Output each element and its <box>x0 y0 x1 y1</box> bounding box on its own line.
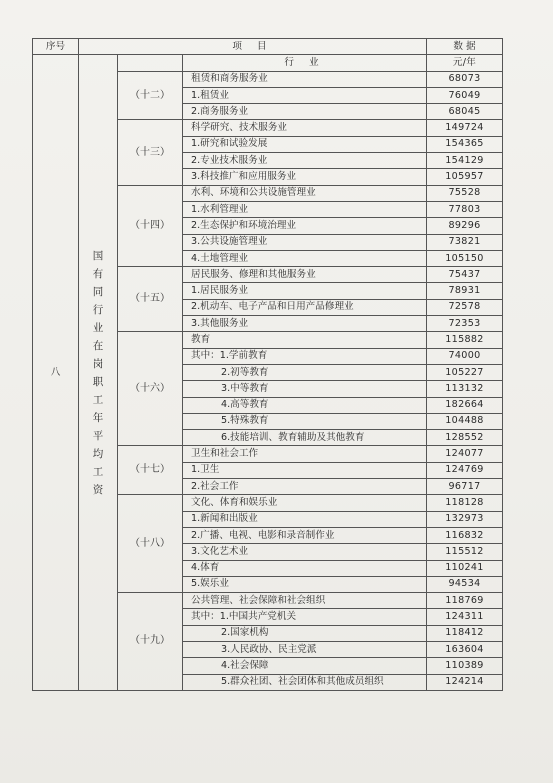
industry-cell <box>183 560 427 576</box>
data-header: 数 据 <box>427 39 503 55</box>
wage-value: 68073 <box>427 71 503 87</box>
industry-name: 4.社会保障 <box>221 659 269 671</box>
industry-cell <box>183 462 427 478</box>
industry-cell <box>183 576 427 592</box>
group-label: （十六） <box>118 332 183 446</box>
wage-value: 105150 <box>427 250 503 266</box>
industry-name: 6.技能培训、教育辅助及其他教育 <box>221 431 365 443</box>
industry-cell <box>183 544 427 560</box>
wage-table <box>32 38 503 691</box>
wage-value: 73821 <box>427 234 503 250</box>
wage-value: 124077 <box>427 446 503 462</box>
industry-name: 5.特殊教育 <box>221 415 269 427</box>
industry-cell <box>183 316 427 332</box>
industry-name: 1.居民服务业 <box>191 285 249 297</box>
industry-cell <box>183 153 427 169</box>
wage-value: 110241 <box>427 560 503 576</box>
subheader-row <box>33 55 503 71</box>
industry-cell <box>183 479 427 495</box>
seq-header: 序号 <box>33 39 79 55</box>
industry-name: 2.国家机构 <box>221 627 269 639</box>
industry-name: 居民服务、修理和其他服务业 <box>191 268 316 280</box>
industry-name: 5.娱乐业 <box>191 578 229 590</box>
wage-value: 75528 <box>427 185 503 201</box>
industry-cell <box>183 348 427 364</box>
item-header: 项 目 <box>79 39 427 55</box>
industry-cell <box>183 136 427 152</box>
industry-cell <box>183 397 427 413</box>
industry-cell <box>183 381 427 397</box>
industry-cell <box>183 267 427 283</box>
industry-cell <box>183 364 427 380</box>
industry-cell <box>183 218 427 234</box>
industry-cell <box>183 104 427 120</box>
industry-cell <box>183 332 427 348</box>
industry-cell <box>183 201 427 217</box>
wage-value: 163604 <box>427 641 503 657</box>
wage-value: 96717 <box>427 479 503 495</box>
industry-name: 2.专业技术服务业 <box>191 154 268 166</box>
wage-value: 68045 <box>427 104 503 120</box>
industry-name: 5.群众社团、社会团体和其他成员组织 <box>221 676 384 688</box>
wage-value: 105957 <box>427 169 503 185</box>
wage-value: 118769 <box>427 593 503 609</box>
industry-name: 科学研究、技术服务业 <box>191 122 287 134</box>
wage-value: 132973 <box>427 511 503 527</box>
industry-cell <box>183 658 427 674</box>
group-label: （十四） <box>118 185 183 266</box>
industry-name: 租赁和商务服务业 <box>191 73 268 85</box>
industry-cell <box>183 446 427 462</box>
group-label: （十七） <box>118 446 183 495</box>
industry-cell <box>183 299 427 315</box>
industry-name: 教育 <box>191 333 211 345</box>
wage-value: 115512 <box>427 544 503 560</box>
wage-value: 128552 <box>427 430 503 446</box>
industry-cell <box>183 527 427 543</box>
industry-name: 卫生和社会工作 <box>191 448 259 460</box>
industry-name: 文化、体育和娱乐业 <box>191 496 278 508</box>
group-label: （十九） <box>118 593 183 691</box>
industry-name: 2.广播、电视、电影和录音制作业 <box>191 529 335 541</box>
wage-value: 154129 <box>427 153 503 169</box>
industry-name: 4.土地管理业 <box>191 252 249 264</box>
wage-value: 110389 <box>427 658 503 674</box>
wage-value: 72353 <box>427 316 503 332</box>
wage-value: 113132 <box>427 381 503 397</box>
industry-cell <box>183 283 427 299</box>
industry-name: 3.科技推广和应用服务业 <box>191 171 297 183</box>
wage-value: 154365 <box>427 136 503 152</box>
industry-name: 1.新闻和出版业 <box>191 513 258 525</box>
industry-name: 3.中等教育 <box>221 382 269 394</box>
wage-value: 77803 <box>427 201 503 217</box>
industry-header: 行 业 <box>183 55 427 71</box>
industry-cell <box>183 185 427 201</box>
wage-value: 78931 <box>427 283 503 299</box>
industry-name: 公共管理、社会保障和社会组织 <box>191 594 326 606</box>
industry-name: 1.研究和试验发展 <box>191 138 268 150</box>
industry-name: 1.卫生 <box>191 464 220 476</box>
unit-header: 元/年 <box>427 55 503 71</box>
wage-value: 75437 <box>427 267 503 283</box>
industry-name: 3.文化艺术业 <box>191 545 249 557</box>
industry-name: 2.生态保护和环境治理业 <box>191 219 297 231</box>
blank-cell <box>118 55 183 71</box>
wage-value: 94534 <box>427 576 503 592</box>
industry-cell <box>183 511 427 527</box>
wage-value: 72578 <box>427 299 503 315</box>
industry-name: 1.租赁业 <box>191 89 229 101</box>
wage-value: 124214 <box>427 674 503 690</box>
group-label: （十五） <box>118 267 183 332</box>
wage-value: 116832 <box>427 527 503 543</box>
industry-cell <box>183 120 427 136</box>
section-title-text: 国有同行业在岗职工年平均工资 <box>92 249 104 496</box>
industry-name: 2.商务服务业 <box>191 105 249 117</box>
industry-cell <box>183 250 427 266</box>
wage-value: 89296 <box>427 218 503 234</box>
wage-value: 124769 <box>427 462 503 478</box>
industry-name: 3.人民政协、民主党派 <box>221 643 317 655</box>
wage-value: 104488 <box>427 413 503 429</box>
industry-name: 其中：1.中国共产党机关 <box>191 611 297 623</box>
industry-cell <box>183 674 427 690</box>
header-row <box>33 39 503 55</box>
industry-cell <box>183 593 427 609</box>
group-label: （十三） <box>118 120 183 185</box>
industry-name: 2.机动车、电子产品和日用产品修理业 <box>191 301 354 313</box>
wage-value: 118128 <box>427 495 503 511</box>
industry-name: 4.高等教育 <box>221 399 269 411</box>
wage-value: 118412 <box>427 625 503 641</box>
wage-value: 74000 <box>427 348 503 364</box>
industry-name: 2.初等教育 <box>221 366 269 378</box>
industry-name: 1.水利管理业 <box>191 203 249 215</box>
industry-cell <box>183 430 427 446</box>
industry-name: 4.体育 <box>191 562 220 574</box>
industry-cell <box>183 234 427 250</box>
section-title <box>79 55 118 691</box>
industry-name: 3.公共设施管理业 <box>191 236 268 248</box>
industry-cell <box>183 609 427 625</box>
industry-cell <box>183 495 427 511</box>
industry-cell <box>183 87 427 103</box>
group-label: （十二） <box>118 71 183 120</box>
wage-value: 182664 <box>427 397 503 413</box>
industry-name: 水利、环境和公共设施管理业 <box>191 187 316 199</box>
industry-name: 3.其他服务业 <box>191 317 249 329</box>
wage-value: 115882 <box>427 332 503 348</box>
industry-cell <box>183 625 427 641</box>
industry-name: 其中：1.学前教育 <box>191 350 268 362</box>
wage-value: 105227 <box>427 364 503 380</box>
industry-cell <box>183 413 427 429</box>
industry-name: 2.社会工作 <box>191 480 239 492</box>
wage-value: 76049 <box>427 87 503 103</box>
wage-value: 149724 <box>427 120 503 136</box>
industry-cell <box>183 169 427 185</box>
industry-cell <box>183 641 427 657</box>
section-number: 八 <box>33 55 79 691</box>
industry-cell <box>183 71 427 87</box>
group-label: （十八） <box>118 495 183 593</box>
wage-value: 124311 <box>427 609 503 625</box>
